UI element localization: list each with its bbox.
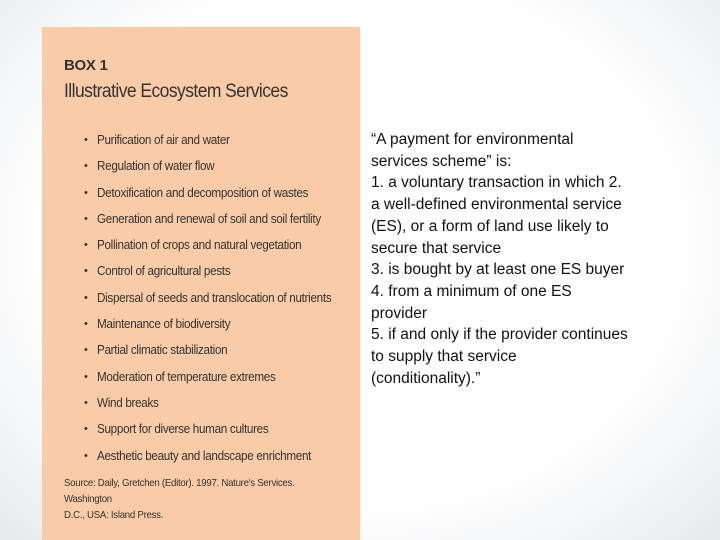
bullet-icon: •	[84, 212, 88, 225]
definition-line: 1. a voluntary transaction in which 2.	[371, 174, 622, 192]
ecosystem-services-box	[42, 27, 360, 540]
definition-line: (ES), or a form of land use likely to	[371, 217, 609, 235]
service-label: Maintenance of biodiversity	[97, 316, 231, 332]
bullet-icon: •	[84, 318, 88, 331]
bullet-icon: •	[84, 134, 88, 146]
list-item	[84, 285, 342, 311]
list-item	[84, 153, 342, 179]
service-label: Generation and renewal of soil and soil fertility	[97, 210, 321, 226]
definition-line: secure that service	[371, 239, 502, 257]
source-line-1: Source: Daily, Gretchen (Editor). 1997. Nature's Services. Washington	[64, 476, 295, 505]
service-label: Support for diverse human cultures	[97, 421, 269, 437]
bullet-icon: •	[84, 291, 88, 304]
services-list	[64, 127, 342, 469]
service-label: Regulation of water flow	[97, 158, 215, 174]
service-label: Moderation of temperature extremes	[97, 368, 276, 384]
service-label: Purification of air and water	[97, 132, 230, 147]
list-item	[84, 258, 342, 284]
box-title: Illustrative Ecosystem Services	[64, 81, 288, 102]
bullet-icon: •	[84, 423, 88, 436]
definition-line: a well-defined environmental service	[371, 196, 622, 214]
definition-line: “A payment for environmental	[371, 131, 574, 148]
pes-definition-text	[371, 129, 681, 389]
bullet-icon: •	[84, 449, 88, 462]
bullet-icon: •	[84, 186, 88, 199]
definition-line: provider	[371, 304, 427, 322]
service-label: Aesthetic beauty and landscape enrichment	[97, 447, 312, 463]
bullet-icon: •	[84, 344, 88, 357]
definition-line: (conditionality).”	[371, 369, 481, 387]
bullet-icon: •	[84, 239, 88, 252]
list-item	[84, 390, 342, 416]
definition-line: 3. is bought by at least one ES buyer	[371, 261, 625, 279]
service-label: Detoxification and decomposition of wastes	[97, 184, 309, 200]
list-item	[84, 443, 342, 469]
bullet-icon: •	[84, 396, 88, 409]
service-label: Dispersal of seeds and translocation of nutrients	[97, 289, 332, 305]
definition-line: 4. from a minimum of one ES	[371, 282, 572, 300]
list-item	[84, 337, 342, 363]
service-label: Partial climatic stabilization	[97, 342, 228, 358]
list-item	[84, 311, 342, 337]
box-label: BOX 1	[64, 57, 108, 74]
definition-line: to supply that service	[371, 348, 517, 366]
list-item	[84, 206, 342, 232]
bullet-icon: •	[84, 370, 88, 383]
list-item	[84, 180, 342, 206]
list-item	[84, 364, 342, 390]
list-item	[84, 416, 342, 442]
bullet-icon: •	[84, 265, 88, 278]
source-line-2: D.C., USA: Island Press.	[64, 508, 164, 521]
service-label: Pollination of crops and natural vegetation	[97, 237, 302, 253]
service-label: Wind breaks	[97, 394, 159, 410]
source-citation	[64, 475, 340, 523]
list-item	[84, 127, 342, 153]
service-label: Control of agricultural pests	[97, 263, 231, 279]
bullet-icon: •	[84, 160, 88, 173]
definition-line: 5. if and only if the provider continues	[371, 326, 628, 344]
definition-line: services scheme” is:	[371, 152, 512, 170]
list-item	[84, 232, 342, 258]
